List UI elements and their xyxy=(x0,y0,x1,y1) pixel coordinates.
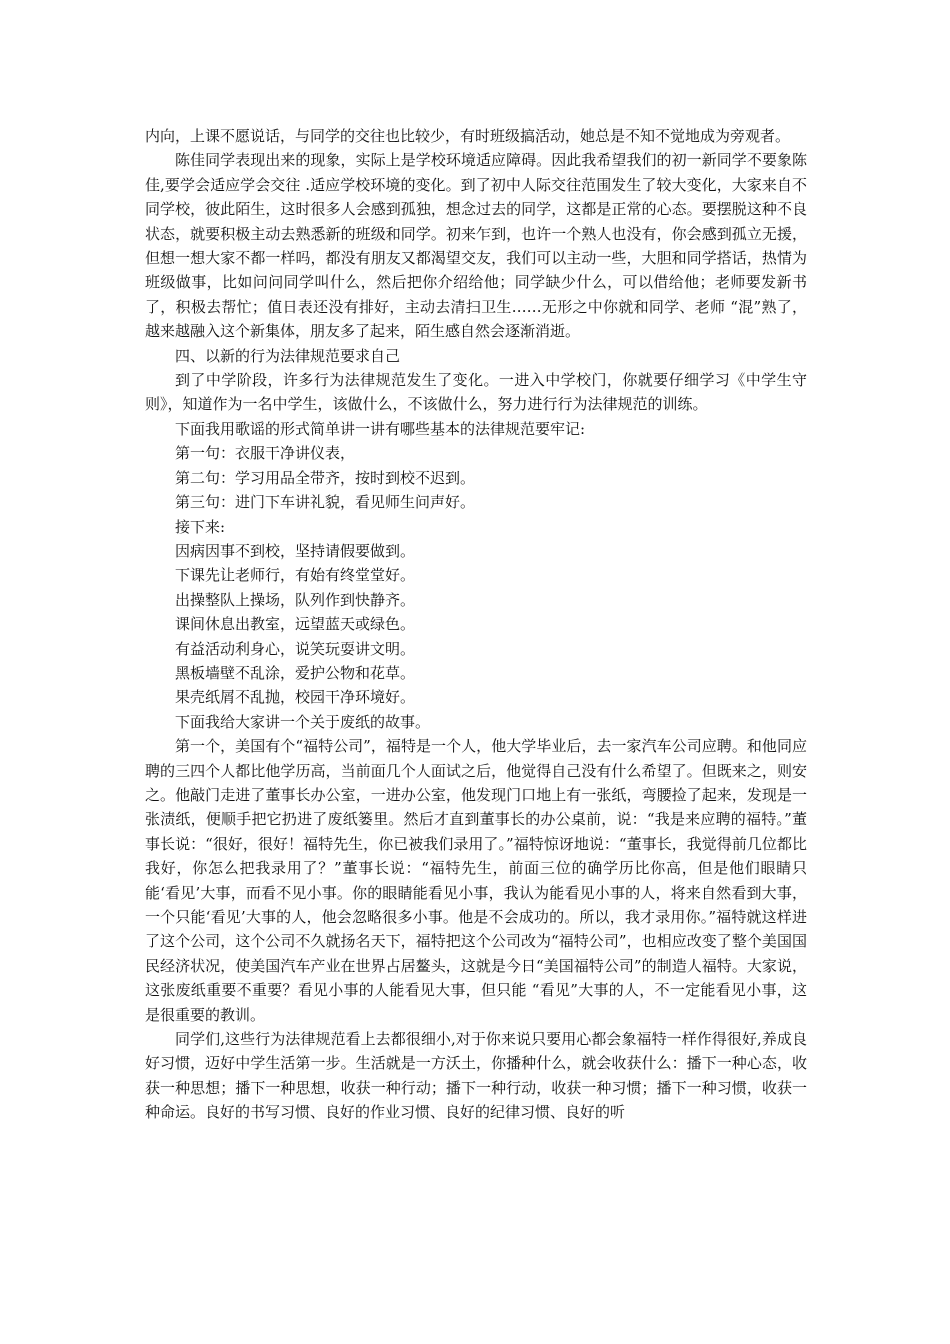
paragraph-continuation: 内向，上课不愿说话，与同学的交往也比较少，有时班级搞活动，她总是不知不觉地成为旁观者。 xyxy=(145,127,791,145)
paragraph-ford-story: 第一个，美国有个“福特公司”，福特是一个人，他大学毕业后，去一家汽车公司应聘。和他同应聘的三四个人都比他学历高，当前面几个人面试之后，他觉得自己没有什么希望了。但既来之，则安之。他敲门走进了董事长办公室，一进办公室，他发现门口地上有一张纸，弯腰捡了起来，发现是一张渍纸，便顺手把它扔进了废纸篓里。然后才直到董事长的办公桌前，说：“我是来应聘的福特。”董事长说：“很好，很好！福特先生，你已被我们录用了。”福特惊讶地说：“董事长，我觉得前几位都比我好，你怎么把我录用了？”董事长说：“福特先生，前面三位的确学历比你高，但是他们眼睛只能‘看见’大事，而看不见小事。你的眼睛能看见小事，我认为能看见小事的人，将来自然看到大事，一个只能‘看见’大事的人，他会忽略很多小事。他是不会成功的。所以，我才录用你。”福特就这样进了这个公司，这个公司不久就扬名天下，福特把这个公司改为“福特公司”，也相应改变了整个美国国民经济状况，使美国汽车产业在世界占居鳌头，这就是今日“美国福特公司”的制造人福特。大家说，这张废纸重要不重要？看见小事的人能看见大事，但只能 “看见”大事的人，不一定能看见小事，这是很重要的教训。 xyxy=(145,737,807,1024)
rhyme-next: 接下来: xyxy=(175,517,226,536)
rhyme-line-5: 下课先让老师行，有始有终堂堂好。 xyxy=(175,566,416,585)
rhyme-line-9: 黑板墙壁不乱涂，爱护公物和花草。 xyxy=(175,663,416,682)
paragraph-adaptation: 陈佳同学表现出来的现象，实际上是学校环境适应障碍。因此我希望我们的初一新同学不要象陈佳,要学会适应学会交往 .适应学校环境的变化。到了初中人际交往范围发生了较大变化，大家来自不同学校，彼此陌生，这时很多人会感到孤独，想念过去的同学，这都是正常的心态。要摆脱这种不良状态，就要积极主动去熟悉新的班级和同学。初来乍到，也许一个熟人也没有，你会感到孤立无援，但想一想大家不都一样吗，都没有朋友又都渴望交友，我们可以主动一些，大胆和同学搭话，热情为班级做事，比如问问同学叫什么，然后把你介绍给他；同学缺少什么，可以借给他；老师要发新书了，积极去帮忙；值日表还没有排好，主动去清扫卫生……无形之中你就和同学、老师 “混”熟了，越来越融入这个新集体，朋友多了起来，陌生感自然会逐渐消逝。 xyxy=(145,151,807,341)
rhyme-line-3: 第三句：进门下车讲礼貌，看见师生问声好。 xyxy=(175,493,476,512)
rhyme-line-10: 果壳纸屑不乱抛，校园干净环境好。 xyxy=(175,688,416,707)
paragraph-rules-intro: 到了中学阶段，许多行为法律规范发生了变化。一进入中学校门，你就要仔细学习《中学生守则》，知道作为一名中学生，该做什么，不该做什么，努力进行行为法律规范的训练。 xyxy=(145,371,807,414)
rhyme-line-4: 因病因事不到校，坚持请假要做到。 xyxy=(175,541,416,560)
rhyme-line-8: 有益活动利身心，说笑玩耍讲文明。 xyxy=(175,639,416,658)
document-body xyxy=(145,124,807,1125)
rhyme-line-1: 第一句：衣服干净讲仪表， xyxy=(175,444,356,463)
paragraph-habits: 同学们,这些行为法律规范看上去都很细小,对于你来说只要用心都会象福特一样作得很好,养成良好习惯，迈好中学生活第一步。生活就是一方沃土，你播种什么，就会收获什么：播下一种心态，收获一种思想；播下一种思想，收获一种行动；播下一种行动，收获一种习惯；播下一种习惯，收获一种命运。良好的书写习惯、良好的作业习惯、良好的纪律习惯、良好的听 xyxy=(145,1030,807,1122)
story-intro: 下面我给大家讲一个关于废纸的故事。 xyxy=(175,712,431,731)
paragraph-rhyme-intro: 下面我用歌谣的形式简单讲一讲有哪些基本的法律规范要牢记: xyxy=(175,419,586,438)
rhyme-line-6: 出操整队上操场，队列作到快静齐。 xyxy=(175,590,416,609)
section-heading-4: 四、以新的行为法律规范要求自己 xyxy=(175,346,401,365)
rhyme-line-7: 课间休息出教室，远望蓝天或绿色。 xyxy=(175,615,416,634)
rhyme-line-2: 第二句：学习用品全带齐，按时到校不迟到。 xyxy=(175,468,476,487)
